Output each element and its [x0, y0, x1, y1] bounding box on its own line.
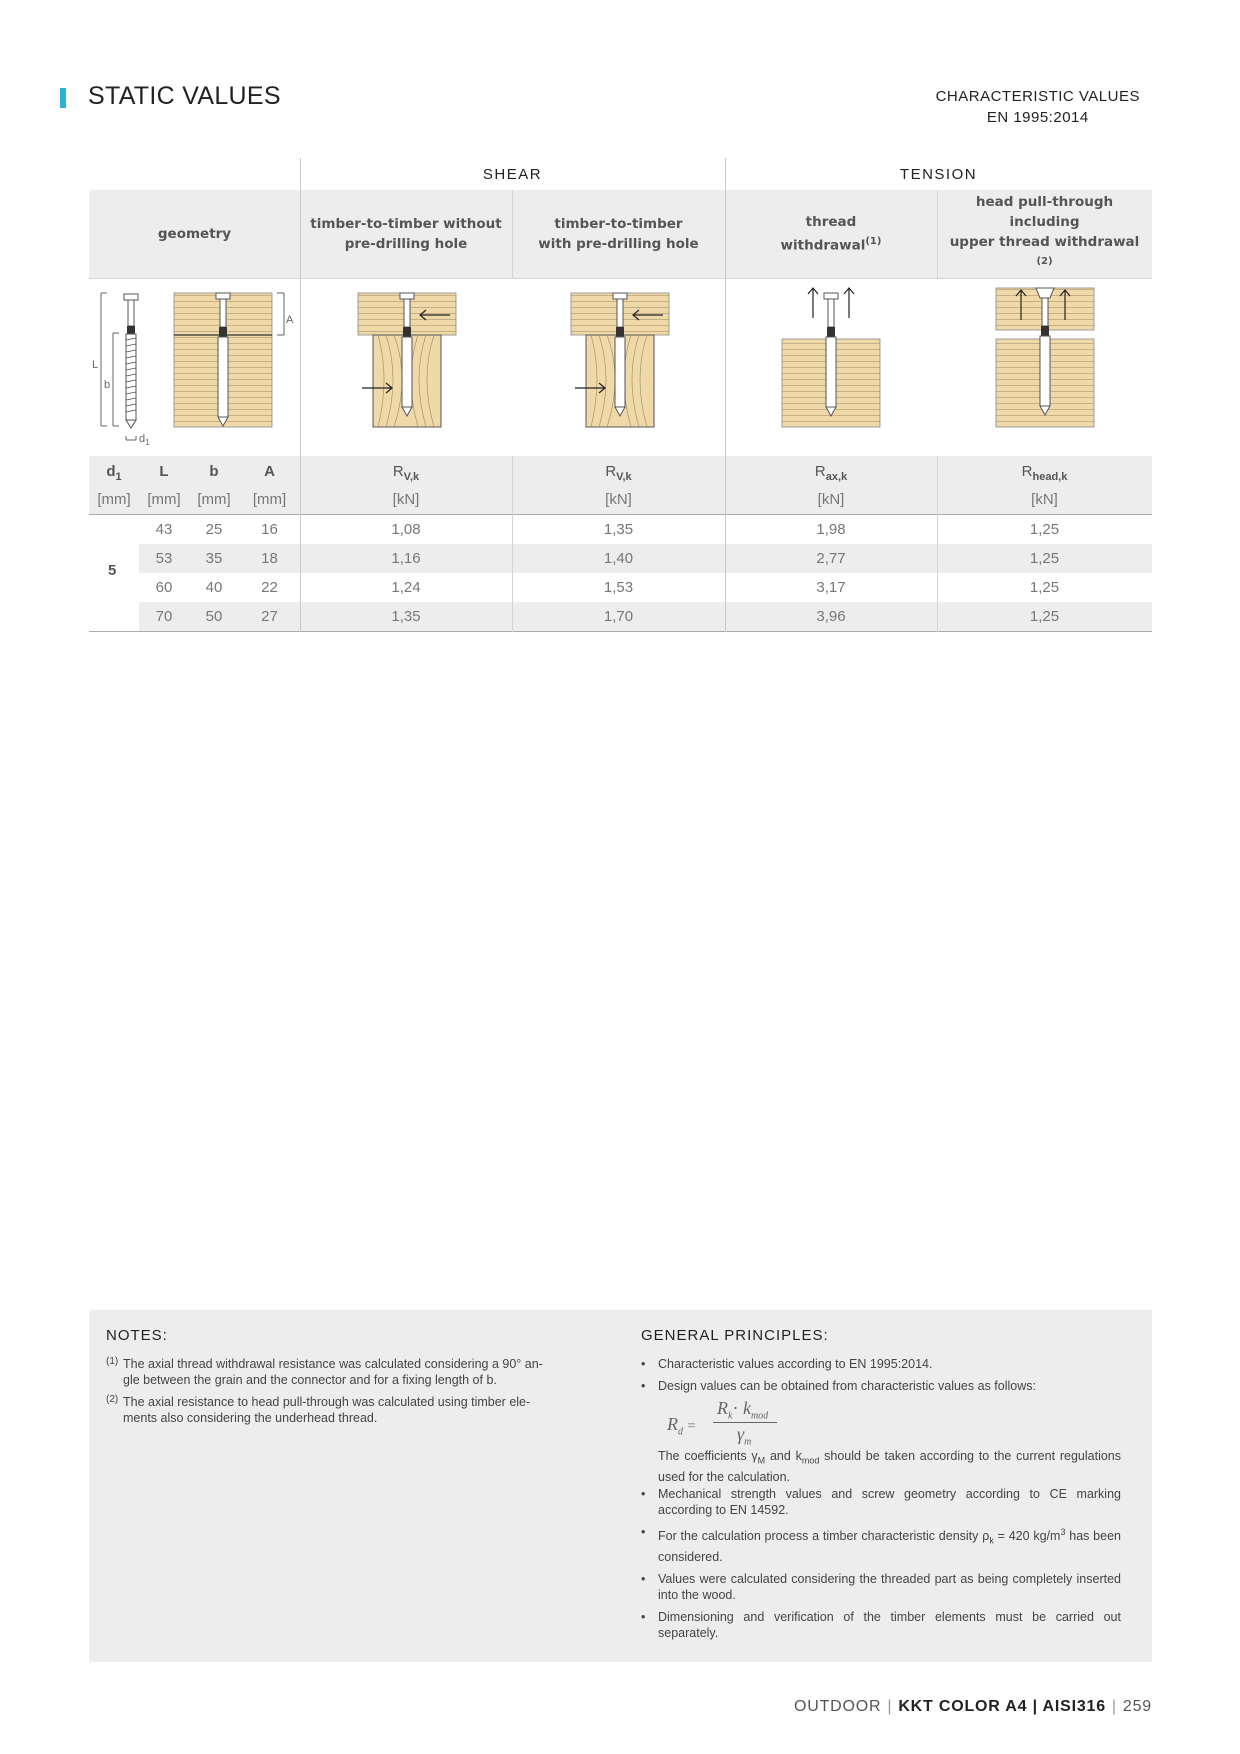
unit-rvk-2: [kN] [605, 491, 632, 508]
cell-L: 60 [155, 579, 173, 596]
cell-rvk-1: 1,24 [391, 579, 421, 596]
table-row [89, 573, 1152, 602]
principles-list-2 [641, 1486, 1121, 1647]
table-row [89, 515, 1152, 544]
coefficients-text: The coefficients $\gamma_M$ and $k_{mod}$ should be taken according to the current regulations used for the calculation. [658, 1449, 1121, 1484]
group-tension: TENSION [899, 165, 978, 183]
unit-L: [mm] [147, 491, 181, 508]
figure-shear-predrill [512, 278, 725, 456]
formula-rd: $R_d$ = [667, 1414, 696, 1438]
formula-fraction-bar [713, 1422, 777, 1423]
cell-rvk-1: 1,16 [391, 550, 421, 567]
symbol-rvk-2: $R_{V,k}$ [605, 463, 632, 483]
figure-head-pull-through [937, 278, 1152, 456]
page-number: 259 [1122, 1698, 1152, 1715]
divider [937, 190, 938, 278]
header-shear-predrill: timber-to-timber with pre-drilling hole [538, 216, 699, 252]
cell-b: 35 [205, 550, 223, 567]
page-title: STATIC VALUES [88, 82, 281, 110]
footer-product: KKT COLOR A4 | AISI316 [898, 1698, 1106, 1715]
divider [937, 456, 938, 632]
principle-item: • Values were calculated considering the threaded part as being completely inserted into the wood. [641, 1571, 1121, 1603]
formula-denominator: $\gamma_m$ [737, 1424, 752, 1448]
page-footer: OUTDOOR | KKT COLOR A4 | AISI316 | 259 [793, 1698, 1152, 1715]
unit-rheadk: [kN] [1031, 491, 1058, 508]
title-accent-bar [60, 88, 66, 108]
header-geometry: geometry [157, 226, 232, 242]
divider [512, 456, 513, 632]
dim-label-d1: $d_1$ [139, 433, 150, 447]
cell-raxk: 3,17 [816, 579, 846, 596]
cell-rvk-1: 1,08 [391, 521, 421, 538]
cell-rheadk: 1,25 [1029, 608, 1060, 625]
symbol-rheadk: $R_{head,k}$ [1021, 463, 1068, 483]
dim-label-L: L [92, 359, 99, 371]
cell-A: 22 [261, 579, 278, 596]
unit-d1: [mm] [97, 491, 131, 508]
cell-A: 27 [261, 608, 278, 625]
table-row [139, 602, 1152, 631]
cell-rheadk: 1,25 [1029, 521, 1060, 538]
table-row [139, 544, 1152, 573]
principle-item: • Dimensioning and verification of the timber elements must be carried out separately. [641, 1609, 1121, 1641]
unit-b: [mm] [197, 491, 231, 508]
principles-title: GENERAL PRINCIPLES: [641, 1327, 829, 1344]
unit-rvk-1: [kN] [392, 491, 420, 508]
note-1-mark: (1) [106, 1356, 119, 1367]
characteristic-line1: CHARACTERISTIC VALUES [935, 88, 1140, 105]
characteristic-values-label [936, 86, 1140, 128]
dim-label-A: A [286, 314, 294, 326]
cell-rheadk: 1,25 [1029, 550, 1060, 567]
cell-raxk: 1,98 [816, 521, 846, 538]
header-head-pull-through: head pull-through including upper thread withdrawal $^{(2)}$ [949, 194, 1140, 268]
cell-A: 16 [261, 521, 278, 538]
cell-rheadk: 1,25 [1029, 579, 1060, 596]
table-bottom-rule [89, 631, 1152, 632]
cell-rvk-2: 1,53 [603, 579, 634, 596]
column-header-band [89, 190, 1152, 278]
group-shear: SHEAR [482, 165, 543, 183]
note-2: The axial resistance to head pull-through was calculated using timber ele- ments also considering the underhead thread. [123, 1395, 531, 1425]
symbol-A: A [264, 463, 275, 480]
cell-rvk-2: 1,40 [603, 550, 634, 567]
principle-item: • For the calculation process a timber characteristic density $\rho_k = 420$ $kg/m^3$ has been considered. [641, 1524, 1121, 1565]
header-thread-withdrawal: thread withdrawal$^{(1)}$ [780, 214, 882, 254]
principle-item: • Mechanical strength values and screw geometry according to CE marking according to EN 14592. [641, 1486, 1121, 1518]
cell-rvk-2: 1,35 [603, 521, 634, 538]
symbol-raxk: $R_{ax,k}$ [814, 463, 848, 483]
divider [512, 190, 513, 278]
footer-section: OUTDOOR [793, 1698, 882, 1715]
formula-numerator: $R_k\cdot k_{mod}$ [717, 1398, 769, 1422]
symbol-rvk-1: $R_{V,k}$ [392, 463, 420, 483]
note-2-mark: (2) [106, 1394, 119, 1405]
cell-raxk: 3,96 [816, 608, 846, 625]
cell-rvk-1: 1,35 [391, 608, 421, 625]
cell-d1-value: 5 [108, 562, 117, 579]
cell-b: 50 [205, 608, 223, 625]
symbol-L: L [159, 463, 169, 480]
figure-thread-withdrawal [725, 278, 937, 456]
cell-A: 18 [261, 550, 278, 567]
characteristic-line2: EN 1995:2014 [986, 109, 1089, 126]
cell-L: 53 [155, 550, 173, 567]
cell-L: 43 [155, 521, 173, 538]
notes-title: NOTES: [106, 1327, 168, 1344]
divider [725, 158, 726, 632]
unit-A: [mm] [252, 491, 287, 508]
header-shear-no-predrill: timber-to-timber without pre-drilling hole [310, 216, 502, 252]
cell-b: 25 [205, 521, 223, 538]
cell-rvk-2: 1,70 [603, 608, 634, 625]
header-rule [89, 278, 1152, 279]
unit-raxk: [kN] [817, 491, 845, 508]
cell-raxk: 2,77 [816, 550, 846, 567]
divider [300, 158, 301, 632]
notes-panel [89, 1310, 1152, 1662]
principle-item: • Design values can be obtained from characteristic values as follows: [641, 1378, 1121, 1394]
symbol-b: b [209, 463, 219, 480]
dim-label-b: b [104, 379, 111, 391]
principle-item: • Characteristic values according to EN 1995:2014. [641, 1356, 1121, 1372]
figure-shear-no-predrill [300, 278, 512, 456]
cell-b: 40 [205, 579, 223, 596]
symbol-d1: $d_1$ [106, 463, 122, 483]
principles-list [641, 1356, 1121, 1460]
cell-L: 70 [155, 608, 173, 625]
geometry-figure [89, 278, 300, 456]
note-1: The axial thread withdrawal resistance was calculated considering a 90° an- gle between the grain and the connector and for a fixing length of b. [123, 1357, 543, 1387]
